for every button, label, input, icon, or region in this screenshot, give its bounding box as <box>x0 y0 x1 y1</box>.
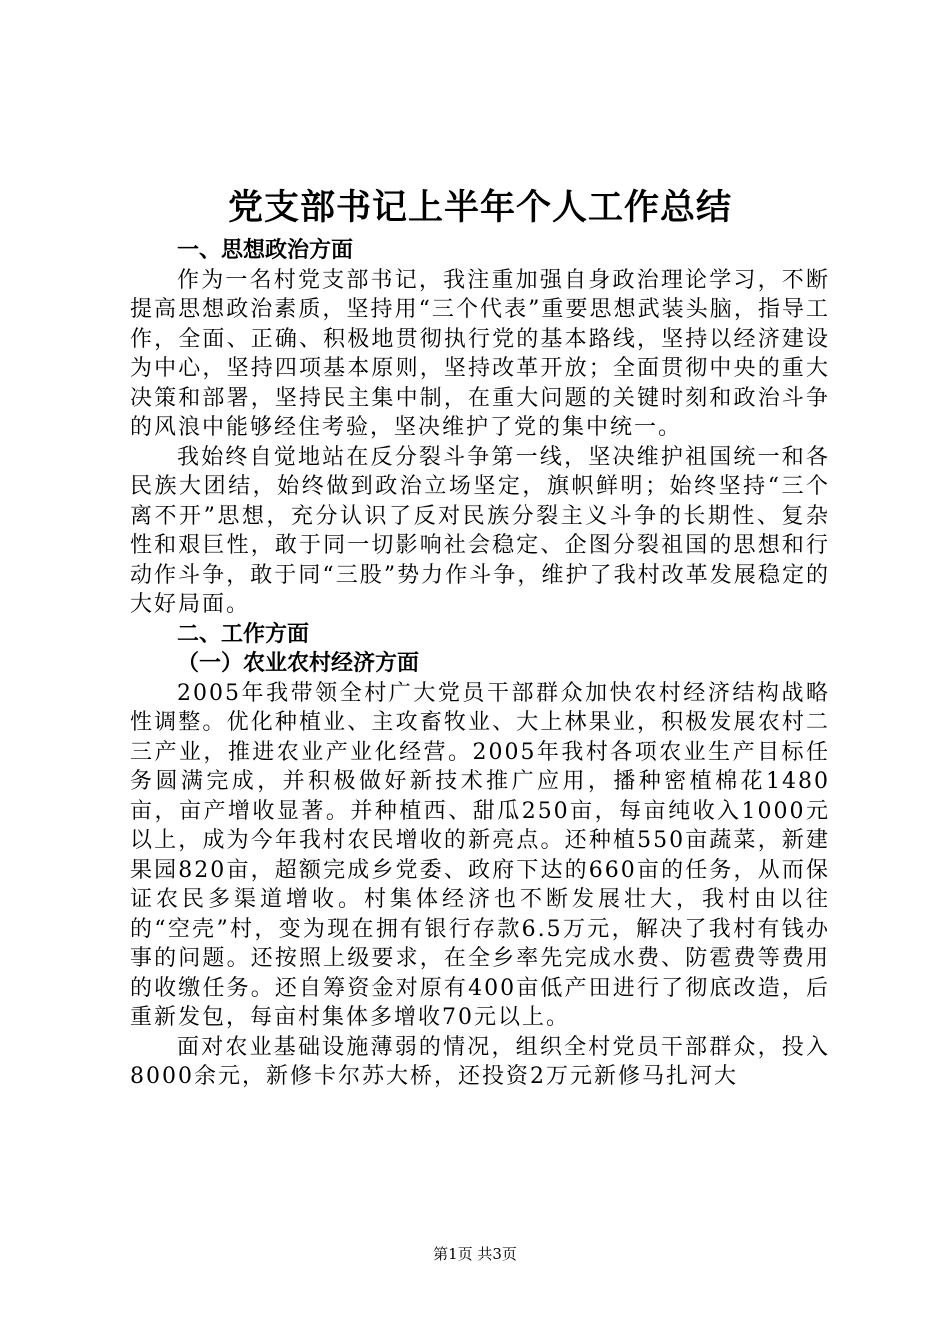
paragraph-agriculture-1: 2005年我带领全村广大党员干部群众加快农村经济结构战略性调整。优化种植业、主攻畜牧业、大上林果业，积极发展农村二三产业，推进农业产业化经营。2005年我村各项农业生产目标任务圆满完成，并积极做好新技术推广应用，播种密植棉花1480亩，亩产增收显著。并种植西、甜瓜250亩，每亩纯收入1000元以上，成为今年我村农民增收的新亮点。还种植550亩蔬菜，新建果园820亩，超额完成乡党委、政府下达的660亩的任务，从而保证农民多渠道增收。村集体经济也不断发展壮大，我村由以往的“空壳”村，变为现在拥有银行存款6.5万元，解决了我村有钱办事的问题。还按照上级要求，在全乡率先完成水费、防雹费等费用的收缴任务。还自筹资金对原有400亩低产田进行了彻底改造，后重新发包，每亩村集体多增收70元以上。 <box>130 680 830 1030</box>
paragraph-agriculture-2: 面对农业基础设施薄弱的情况，组织全村党员干部群众，投入8000余元，新修卡尔苏大桥，还投资2万元新修马扎河大 <box>130 1034 830 1089</box>
subsection-heading-agriculture: （一）农业农村经济方面 <box>177 651 420 676</box>
paragraph-ideology-1: 作为一名村党支部书记，我注重加强自身政治理论学习，不断提高思想政治素质，坚持用“三个代表”重要思想武装头脑，指导工作，全面、正确、积极地贯彻执行党的基本路线，坚持以经济建设为中心，坚持四项基本原则，坚持改革开放；全面贯彻中央的重大决策和部署，坚持民主集中制，在重大问题的关键时刻和政治斗争的风浪中能够经住考验，坚决维护了党的集中统一。 <box>130 267 830 440</box>
document-title: 党支部书记上半年个人工作总结 <box>227 188 732 228</box>
section-heading-work: 二、工作方面 <box>177 621 310 647</box>
section-heading-ideology: 一、思想政治方面 <box>177 238 354 263</box>
page-footer: 第1页 共3页 <box>433 1245 517 1263</box>
paragraph-ideology-2: 我始终自觉地站在反分裂斗争第一线，坚决维护祖国统一和各民族大团结，始终做到政治立场坚定，旗帜鲜明；始终坚持“三个离不开”思想，充分认识了反对民族分裂主义斗争的长期性、复杂性和艰巨性，敢于同一切影响社会稳定、企图分裂祖国的思想和行动作斗争，敢于同“三股”势力作斗争，维护了我村改革发展稳定的大好局面。 <box>130 444 830 617</box>
document-page <box>130 180 830 1092</box>
